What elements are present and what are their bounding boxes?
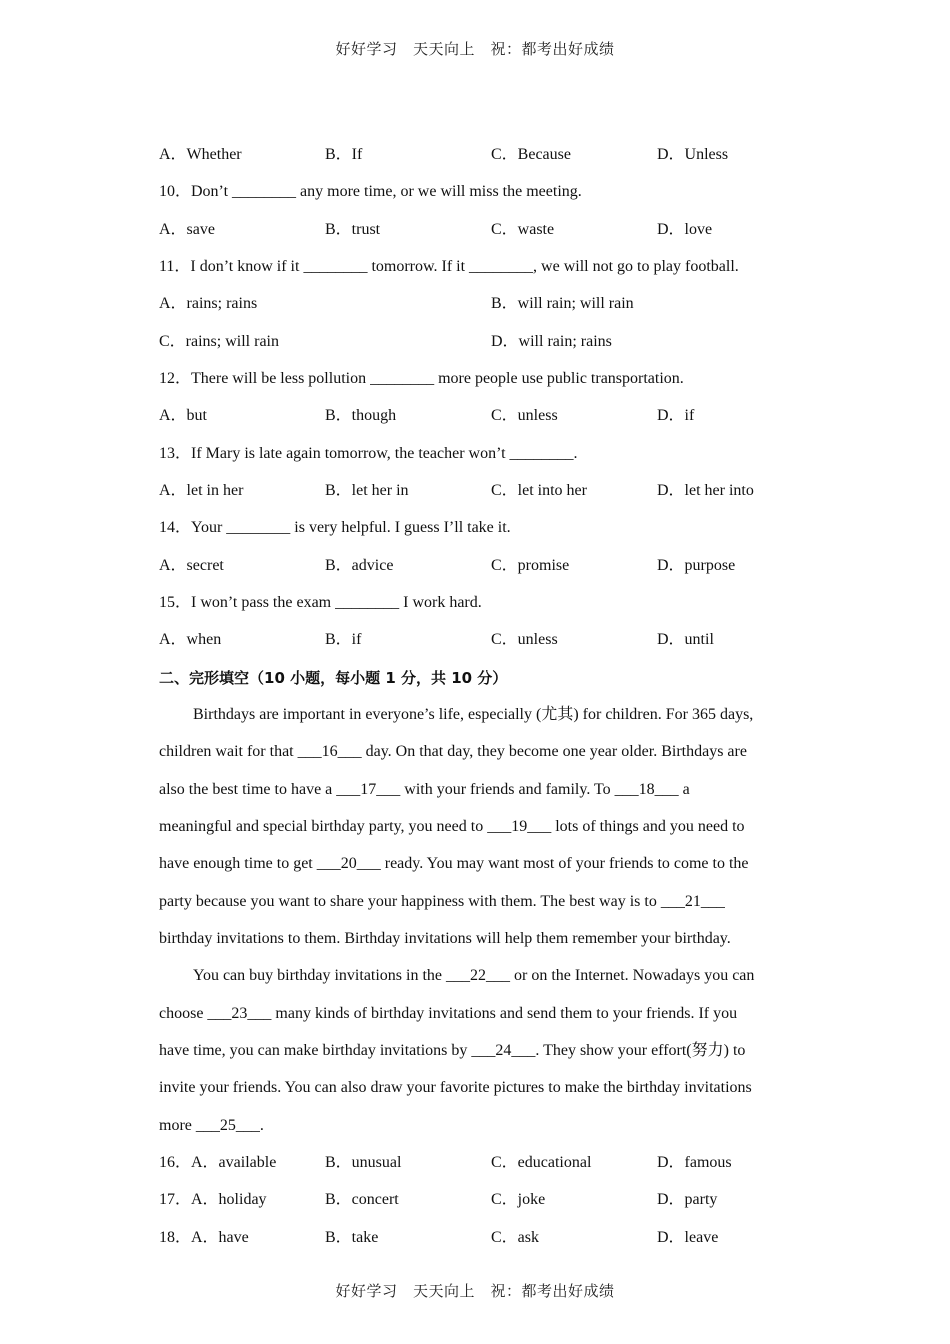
option-d: D．party: [657, 1191, 718, 1208]
question-11-stem: 11．I don’t know if it ________ tomorrow. If it ________, we will not go to play football.: [159, 258, 739, 275]
option-a: A．rains; rains: [159, 295, 258, 312]
passage-line: You can buy birthday invitations in the ___22___ or on the Internet. Nowadays you can: [193, 967, 755, 984]
passage-line: more ___25___.: [159, 1117, 264, 1134]
option-d: D．will rain; rains: [491, 333, 612, 350]
option-c: C．waste: [491, 221, 555, 238]
option-b: B．advice: [325, 557, 394, 574]
passage-line: invite your friends. You can also draw your favorite pictures to make the birthday invitations: [159, 1079, 752, 1096]
option-d: D．love: [657, 221, 713, 238]
option-a: 16．A．available: [159, 1154, 277, 1171]
passage-line: meaningful and special birthday party, you need to ___19___ lots of things and you need to: [159, 818, 745, 835]
option-d: D．famous: [657, 1154, 732, 1171]
option-b: B．trust: [325, 221, 381, 238]
question-12-stem: 12．There will be less pollution ________ more people use public transportation.: [159, 370, 684, 387]
option-a: 18．A．have: [159, 1229, 249, 1246]
option-c: C．unless: [491, 631, 558, 648]
option-c: C．rains; will rain: [159, 333, 279, 350]
option-d: D．until: [657, 631, 714, 648]
option-d: D．if: [657, 407, 695, 424]
passage-line: have enough time to get ___20___ ready. You may want most of your friends to come to the: [159, 855, 749, 872]
option-c: C．educational: [491, 1154, 592, 1171]
section-2-title: 二、完形填空（10 小题，每小题 1 分，共 10 分）: [159, 669, 508, 687]
option-a: A．Whether: [159, 146, 242, 163]
page-header: 好好学习 天天向上 祝：都考出好成绩: [335, 40, 615, 58]
option-b: B．concert: [325, 1191, 399, 1208]
option-b: B．take: [325, 1229, 379, 1246]
option-c: C．let into her: [491, 482, 587, 499]
option-d: D．purpose: [657, 557, 736, 574]
option-a: A．but: [159, 407, 208, 424]
option-c: C．promise: [491, 557, 570, 574]
option-b: B．if: [325, 631, 362, 648]
passage-line: children wait for that ___16___ day. On that day, they become one year older. Birthdays are: [159, 743, 747, 760]
option-b: B．will rain; will rain: [491, 295, 634, 312]
passage-line: have time, you can make birthday invitations by ___24___. They show your effort(努力) to: [159, 1042, 746, 1059]
option-d: D．let her into: [657, 482, 754, 499]
option-b: B．let her in: [325, 482, 409, 499]
page-footer: 好好学习 天天向上 祝：都考出好成绩: [335, 1282, 615, 1300]
option-b: B．though: [325, 407, 397, 424]
option-c: C．unless: [491, 407, 558, 424]
option-d: D．Unless: [657, 146, 729, 163]
option-b: B．unusual: [325, 1154, 402, 1171]
question-14-stem: 14．Your ________ is very helpful. I guess I’ll take it.: [159, 519, 511, 536]
passage-line: party because you want to share your happiness with them. The best way is to ___21___: [159, 893, 725, 910]
option-d: D．leave: [657, 1229, 719, 1246]
option-c: C．joke: [491, 1191, 546, 1208]
passage-line: birthday invitations to them. Birthday invitations will help them remember your birthday.: [159, 930, 731, 947]
question-10-stem: 10．Don’t ________ any more time, or we will miss the meeting.: [159, 183, 582, 200]
option-a: A．secret: [159, 557, 224, 574]
option-c: C．Because: [491, 146, 571, 163]
question-13-stem: 13．If Mary is late again tomorrow, the teacher won’t ________.: [159, 445, 578, 462]
option-c: C．ask: [491, 1229, 540, 1246]
option-b: B．If: [325, 146, 363, 163]
question-15-stem: 15．I won’t pass the exam ________ I work hard.: [159, 594, 482, 611]
passage-line: choose ___23___ many kinds of birthday invitations and send them to your friends. If you: [159, 1005, 738, 1022]
option-a: A．save: [159, 221, 215, 238]
option-a: A．when: [159, 631, 222, 648]
option-a: A．let in her: [159, 482, 244, 499]
option-a: 17．A．holiday: [159, 1191, 267, 1208]
passage-line: Birthdays are important in everyone’s life, especially (尤其) for children. For 365 days,: [193, 706, 754, 723]
passage-line: also the best time to have a ___17___ with your friends and family. To ___18___ a: [159, 781, 690, 798]
